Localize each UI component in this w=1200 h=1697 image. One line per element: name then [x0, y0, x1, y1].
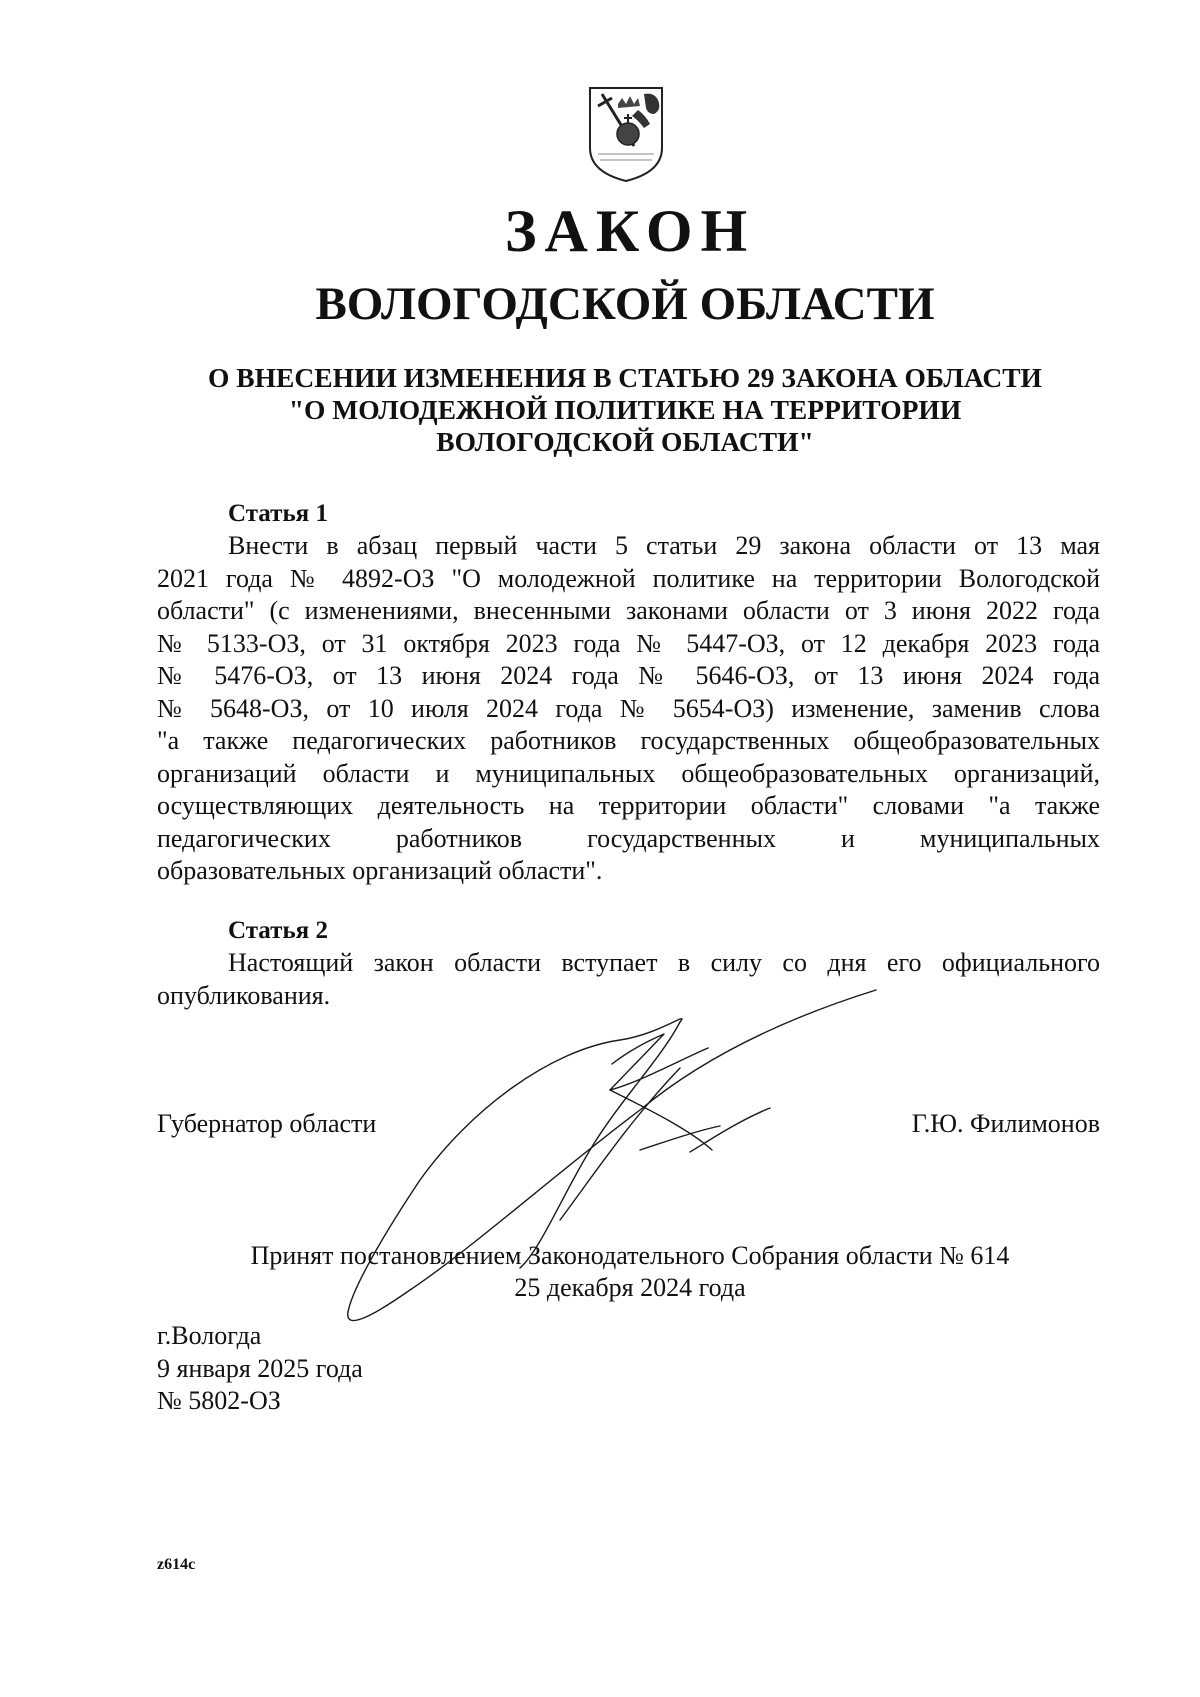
law-number: № 5802-ОЗ [157, 1386, 281, 1415]
adoption-line: Принят постановлением Законодательного Собрания области № 614 [250, 1241, 1010, 1270]
text-line: образовательных организаций области". [157, 856, 603, 885]
adoption-date: 25 декабря 2024 года [514, 1273, 746, 1302]
document-code: z614c [157, 1556, 196, 1573]
city: г.Вологда [157, 1321, 262, 1350]
article-1-text [157, 530, 1100, 888]
text-line: № 5648-ОЗ, от 10 июля 2024 года № 5654-ОЗ) изменение, заменив слова [157, 693, 1100, 723]
subject-line: О ВНЕСЕНИИ ИЗМЕНЕНИЯ В СТАТЬЮ 29 ЗАКОНА ОБЛАСТИ [208, 362, 1042, 393]
signatory-position: Губернатор области [157, 1109, 377, 1138]
coat-of-arms-icon [584, 84, 668, 184]
signatory-name: Г.Ю. Филимонов [911, 1109, 1100, 1138]
text-line: области" (с изменениями, внесенными законами области от 3 июня 2022 года [157, 596, 1100, 625]
text-line: опубликования. [157, 980, 331, 1010]
subject-line: ВОЛОГОДСКОЙ ОБЛАСТИ" [436, 426, 814, 457]
document-subject [0, 362, 1200, 458]
text-line: Внести в абзац первый части 5 статьи 29 закона области от 13 мая [228, 531, 1100, 560]
document-title: ЗАКОН [504, 198, 756, 264]
text-line: № 5476-ОЗ, от 13 июня 2024 года № 5646-ОЗ, от 13 июня 2024 года [157, 661, 1100, 690]
text-line: "а также педагогических работников государственных общеобразовательных [157, 726, 1100, 755]
signing-date: 9 января 2025 года [157, 1353, 363, 1383]
article-2-heading: Статья 2 [228, 917, 328, 944]
document-region: ВОЛОГОДСКОЙ ОБЛАСТИ [315, 278, 935, 330]
text-line: организаций области и муниципальных общеобразовательных организаций, [157, 758, 1100, 788]
text-line: № 5133-ОЗ, от 31 октября 2023 года № 5447-ОЗ, от 12 декабря 2023 года [157, 628, 1100, 658]
text-line: педагогических работников государственных и муниципальных [157, 823, 1100, 853]
adoption-info [0, 1240, 1200, 1304]
article-1-heading: Статья 1 [228, 500, 328, 527]
text-line: Настоящий закон области вступает в силу со дня его официального [228, 948, 1100, 977]
text-line: осуществляющих деятельность на территории области" словами "а также [157, 791, 1100, 820]
subject-line: "О МОЛОДЕЖНОЙ ПОЛИТИКЕ НА ТЕРРИТОРИИ [288, 394, 962, 425]
article-2-text [157, 947, 1100, 1012]
text-line: 2021 года № 4892-ОЗ "О молодежной политике на территории Вологодской [157, 563, 1100, 593]
place-date-number [157, 1320, 363, 1418]
